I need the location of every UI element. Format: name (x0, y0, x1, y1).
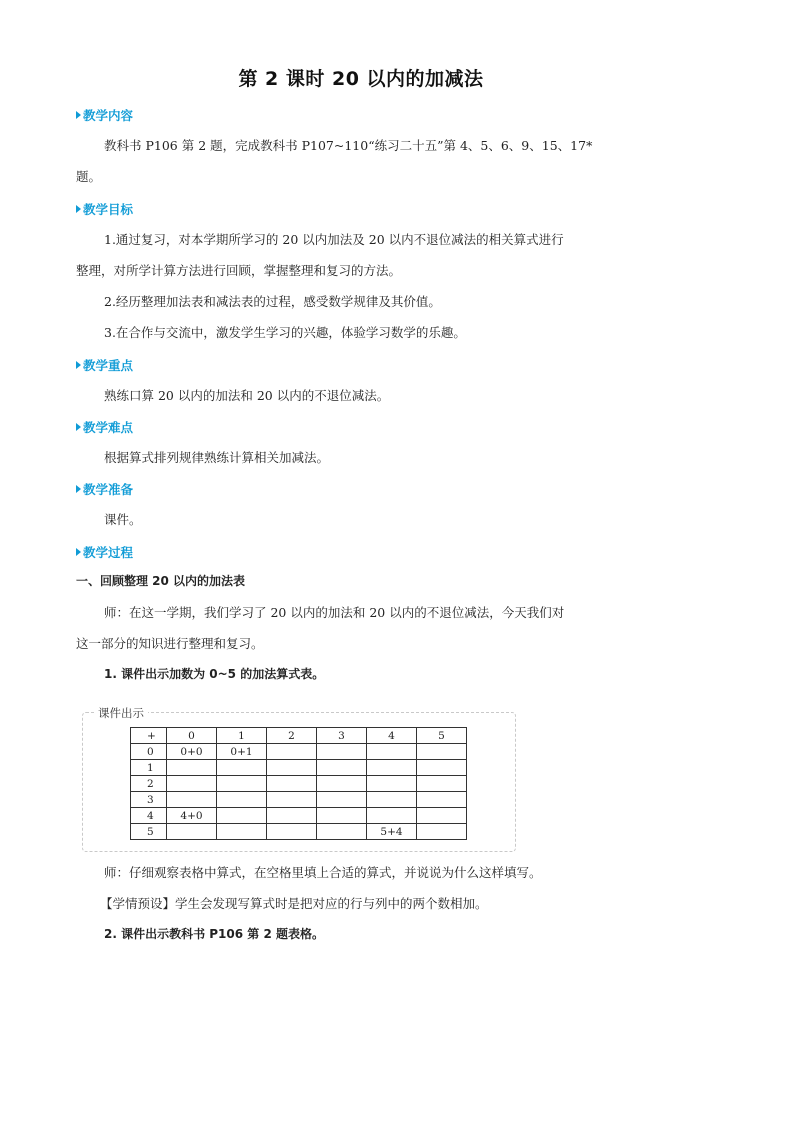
table-cell (417, 824, 467, 840)
table-cell: 4 (131, 808, 167, 824)
text-line: 2.经历整理加法表和减法表的过程，感受数学规律及其价值。 (104, 294, 441, 309)
prep-paragraph (76, 504, 616, 535)
table-row (131, 744, 467, 760)
page-title: 第 2 课时 20 以内的加减法 (238, 68, 484, 90)
process-subheading: 一、回顾整理 20 以内的加法表 (76, 574, 246, 588)
section-heading-difficulty (76, 418, 133, 436)
table-cell: 3 (131, 792, 167, 808)
table-cell (217, 760, 267, 776)
table-cell (317, 824, 367, 840)
table-header-row (131, 728, 467, 744)
table-cell (317, 808, 367, 824)
table-cell: 4+0 (167, 808, 217, 824)
table-cell (367, 776, 417, 792)
table-cell: 0 (131, 744, 167, 760)
table-row (131, 776, 467, 792)
table-cell (217, 824, 267, 840)
text-line: 师：仔细观察表格中算式，在空格里填上合适的算式，并说说为什么这样填写。 (104, 865, 542, 880)
table-cell (417, 792, 467, 808)
triangle-bullet-icon (76, 111, 81, 119)
courseware-box-label: 课件出示 (94, 705, 148, 721)
text-line: 1.通过复习，对本学期所学习的 20 以内加法及 20 以内不退位减法的相关算式进行 (104, 232, 564, 247)
difficulty-paragraph (76, 442, 616, 473)
table-cell (367, 744, 417, 760)
section-heading-goals (76, 200, 133, 218)
table-row (131, 792, 467, 808)
text-line: 师：在这一学期，我们学习了 20 以内的加法和 20 以内的不退位减法，今天我们对 (104, 605, 565, 620)
table-cell: + (131, 728, 167, 744)
table-cell (267, 760, 317, 776)
table-cell (417, 744, 467, 760)
heading-label: 教学重点 (83, 358, 134, 373)
section-heading-process (76, 543, 133, 561)
text-line: 课件。 (104, 512, 142, 527)
table-cell (317, 776, 367, 792)
table-cell (317, 744, 367, 760)
text-line: 根据算式排列规律熟练计算相关加减法。 (104, 450, 330, 465)
triangle-bullet-icon (76, 548, 81, 556)
table-cell (267, 824, 317, 840)
table-cell: 0+1 (217, 744, 267, 760)
table-cell (317, 760, 367, 776)
triangle-bullet-icon (76, 485, 81, 493)
addition-table (130, 727, 467, 840)
table-cell: 0+0 (167, 744, 217, 760)
key-paragraph (76, 380, 616, 411)
text-line: 3.在合作与交流中，激发学生学习的兴趣，体验学习数学的乐趣。 (104, 325, 466, 340)
table-cell (217, 776, 267, 792)
table-row (131, 808, 467, 824)
text-line: 【学情预设】学生会发现写算式时是把对应的行与列中的两个数相加。 (100, 896, 488, 911)
section-heading-key (76, 356, 133, 374)
step-2-label: 2. 课件出示教科书 P106 第 2 题表格。 (104, 927, 324, 941)
after-table-paragraph (76, 857, 616, 950)
table-cell (367, 792, 417, 808)
heading-label: 教学难点 (83, 420, 134, 435)
text-line: 整理，对所学计算方法进行回顾，掌握整理和复习的方法。 (76, 263, 402, 278)
heading-label: 教学过程 (83, 545, 134, 560)
table-cell: 4 (367, 728, 417, 744)
table-cell (167, 824, 217, 840)
table-cell (217, 808, 267, 824)
table-cell (417, 760, 467, 776)
text-line: 这一部分的知识进行整理和复习。 (76, 636, 264, 651)
content-paragraph (76, 130, 616, 192)
heading-label: 教学目标 (83, 202, 134, 217)
triangle-bullet-icon (76, 205, 81, 213)
table-row (131, 760, 467, 776)
table-cell (267, 744, 317, 760)
section-heading-content (76, 106, 133, 124)
heading-label: 教学准备 (83, 482, 134, 497)
text-line: 题。 (76, 169, 102, 184)
goals-paragraph (76, 224, 616, 348)
triangle-bullet-icon (76, 361, 81, 369)
heading-label: 教学内容 (83, 108, 134, 123)
table-cell (167, 792, 217, 808)
table-cell: 5 (131, 824, 167, 840)
table-cell (367, 808, 417, 824)
table-cell (217, 792, 267, 808)
process-paragraph (76, 566, 616, 690)
table-cell (267, 792, 317, 808)
table-cell: 5+4 (367, 824, 417, 840)
table-cell: 3 (317, 728, 367, 744)
table-cell (167, 760, 217, 776)
table-cell (417, 776, 467, 792)
triangle-bullet-icon (76, 423, 81, 431)
table-cell (167, 776, 217, 792)
table-cell (267, 776, 317, 792)
table-cell (367, 760, 417, 776)
table-cell: 2 (131, 776, 167, 792)
table-cell: 5 (417, 728, 467, 744)
table-cell (317, 792, 367, 808)
text-line: 教科书 P106 第 2 题，完成教科书 P107~110“练习二十五”第 4、5、6、9、15、17* (104, 138, 593, 153)
table-cell (417, 808, 467, 824)
table-row (131, 824, 467, 840)
table-cell: 1 (131, 760, 167, 776)
section-heading-prep (76, 480, 133, 498)
table-cell (267, 808, 317, 824)
text-line: 熟练口算 20 以内的加法和 20 以内的不退位减法。 (104, 388, 390, 403)
step-1-label: 1. 课件出示加数为 0~5 的加法算式表。 (104, 667, 325, 681)
table-cell: 0 (167, 728, 217, 744)
table-cell: 2 (267, 728, 317, 744)
table-cell: 1 (217, 728, 267, 744)
